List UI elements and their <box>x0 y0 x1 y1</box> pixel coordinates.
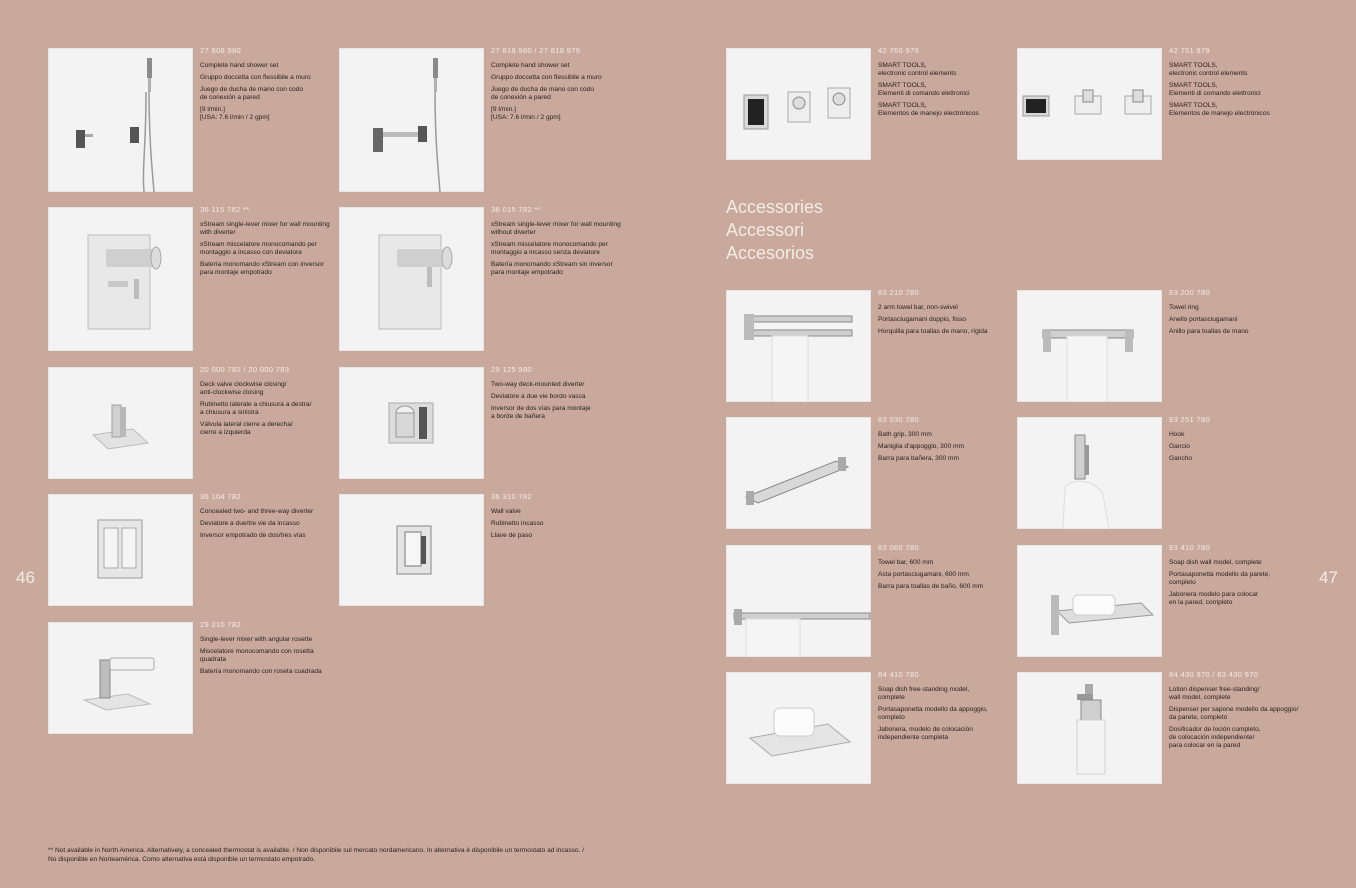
desc-it: Maniglia d'appoggio, 300 mm <box>878 443 964 450</box>
desc-it: Gruppo doccetta con flessibile a muro <box>491 74 602 81</box>
product-info <box>491 492 631 544</box>
product-code: 36 115 782 ** <box>200 205 250 214</box>
product-info <box>200 205 340 281</box>
desc-it: Dispenser per sapone modello da appoggio/ da parete, completo <box>1169 706 1299 721</box>
desc-it: SMART TOOLS, Elementi di comando elettronici <box>878 82 970 97</box>
product-code: 27 818 980 / 27 818 979 <box>491 46 581 55</box>
product-info <box>200 46 340 126</box>
hook-image <box>1017 417 1162 529</box>
product-info <box>1169 670 1309 754</box>
desc-en: Complete hand shower set <box>491 62 570 69</box>
product-code: 83 410 780 <box>1169 543 1211 552</box>
desc-en: Towel ring <box>1169 304 1199 311</box>
product-code: 83 251 780 <box>1169 415 1211 424</box>
product-info <box>1169 288 1309 340</box>
product-info <box>878 670 1018 746</box>
product-code: 27 808 980 <box>200 46 242 55</box>
right-page <box>678 0 1356 888</box>
desc-es: Dosificador de loción completo, de colocación independiente/ para colocar en la pared <box>1169 726 1261 749</box>
desc-it: Miscelatore monocomando con rosetta quadrata <box>200 648 314 663</box>
desc-es: Juego de ducha de mano con codo de conexión a pared <box>491 86 595 101</box>
product-info <box>878 543 1018 595</box>
section-heading <box>726 196 823 265</box>
desc-it: xStream miscelatore monocomando per montaggio a incasso con deviatore <box>200 241 317 256</box>
single-lever-mixer-image <box>48 622 193 734</box>
product-code: 36 104 782 <box>200 492 242 501</box>
desc-it: xStream miscelatore monocomando per montaggio a incasso senza deviatore <box>491 241 608 256</box>
desc-en: Bath grip, 300 mm <box>878 431 932 438</box>
desc-en: xStream single-lever mixer for wall mounting with diverter <box>200 221 330 236</box>
product-code: 83 200 780 <box>1169 288 1211 297</box>
desc-en: Soap dish free-standing model, complete <box>878 686 970 701</box>
desc-en: SMART TOOLS, electronic control elements <box>878 62 957 77</box>
desc-en: SMART TOOLS, electronic control elements <box>1169 62 1248 77</box>
desc-it: Gancio <box>1169 443 1190 450</box>
product-code: 36 015 782 ** <box>491 205 541 214</box>
desc-en: Wall valve <box>491 508 521 515</box>
desc-it: Deviatore a due/tre vie da incasso <box>200 520 300 527</box>
desc-it: SMART TOOLS, Elementi di comando elettronici <box>1169 82 1261 97</box>
desc-en: Soap dish wall model, complete <box>1169 559 1262 566</box>
desc-es: Llave de paso <box>491 532 533 539</box>
flow-rate: [9 l/min.] [USA: 7.6 l/min / 2 gpm] <box>200 106 270 121</box>
desc-en: Two-way deck-mounted diverter <box>491 381 585 388</box>
product-code: 83 030 780 <box>878 415 920 424</box>
bath-grip-image <box>726 417 871 529</box>
desc-es: Juego de ducha de mano con codo de conexión a pared <box>200 86 304 101</box>
soap-dish-wall-image <box>1017 545 1162 657</box>
product-info <box>491 205 631 281</box>
wall-valve-image <box>339 494 484 606</box>
desc-es: SMART TOOLS, Elementos de manejo electrónicos <box>878 102 979 117</box>
desc-es: Válvula lateral cierre a derecha/ cierre a izquierda <box>200 421 293 436</box>
smart-tools-image <box>726 48 871 160</box>
heading-es: Accesorios <box>726 243 815 263</box>
desc-es: Gancho <box>1169 455 1193 462</box>
desc-en: Hook <box>1169 431 1185 438</box>
soap-dish-standing-image <box>726 672 871 784</box>
desc-es: Batería monomando xStream sin inversor para montaje empotrado <box>491 261 613 276</box>
heading-en: Accessories <box>726 197 824 217</box>
desc-es: Horquilla para toallas de mano, rígida <box>878 328 988 335</box>
product-info <box>200 620 340 680</box>
product-info <box>878 46 1018 122</box>
product-info <box>878 288 1018 340</box>
page-number: 47 <box>1319 568 1338 587</box>
page-number: 46 <box>16 568 35 587</box>
towel-ring-image <box>1017 290 1162 402</box>
towel-bar-image <box>726 290 871 402</box>
desc-it: Asta portasciugamani, 600 mm <box>878 571 969 578</box>
desc-es: Batería monomando con roseta cuadrada <box>200 668 322 675</box>
desc-en: Deck valve clockwise closing/ anti-clockwise closing <box>200 381 287 396</box>
product-code: 42 751 979 <box>1169 46 1211 55</box>
product-code: 29 125 980 <box>491 365 533 374</box>
desc-es: SMART TOOLS, Elementos de manejo electrónicos <box>1169 102 1270 117</box>
product-code: 83 210 780 <box>878 288 920 297</box>
desc-es: Jabonera modelo para colocar en la pared, completo <box>1169 591 1259 606</box>
deck-diverter-image <box>339 367 484 479</box>
hand-shower-set-image <box>48 48 193 192</box>
desc-it: Rubinetto incasso <box>491 520 544 527</box>
product-code: 36 310 782 <box>491 492 533 501</box>
product-code: 84 410 780 <box>878 670 920 679</box>
product-info <box>1169 543 1309 611</box>
desc-it: Portasaponetta modello da parete, completo <box>1169 571 1271 586</box>
desc-en: 2 arm towel bar, non-swivel <box>878 304 958 311</box>
desc-it: Portasaponetta modello da appoggio, completo <box>878 706 988 721</box>
desc-es: Batería monomando xStream con inversor para montaje empotrado <box>200 261 324 276</box>
desc-en: Complete hand shower set <box>200 62 279 69</box>
desc-en: Towel bar, 600 mm <box>878 559 934 566</box>
desc-es: Barra para toallas de baño, 600 mm <box>878 583 984 590</box>
desc-es: Jabonera, modelo de colocación independiente completa <box>878 726 973 741</box>
product-info <box>200 492 340 544</box>
desc-it: Portasciugamani doppio, fisso <box>878 316 966 323</box>
hand-shower-set-image <box>339 48 484 192</box>
product-info <box>491 46 631 126</box>
product-code: 83 060 780 <box>878 543 920 552</box>
desc-en: Lotion dispenser free-standing/ wall model, complete <box>1169 686 1260 701</box>
desc-es: Anillo para toallas de mano <box>1169 328 1249 335</box>
heading-it: Accessori <box>726 220 805 240</box>
product-info <box>878 415 1018 467</box>
deck-valve-image <box>48 367 193 479</box>
wall-mixer-image <box>339 207 484 351</box>
desc-it: Gruppo doccetta con flessibile a muro <box>200 74 311 81</box>
desc-it: Anello portasciugamani <box>1169 316 1238 323</box>
product-code: 20 000 782 / 20 000 783 <box>200 365 290 374</box>
lotion-dispenser-image <box>1017 672 1162 784</box>
desc-it: Rubinetto laterale a chiusura a destra/ a chiusura a sinistra <box>200 401 312 416</box>
desc-es: Barra para bañera, 300 mm <box>878 455 959 462</box>
footnote: ** Not available in North America. Alternatively, a concealed thermostat is available. / Non disponibile sul mercato nordamericano. In alternativa è disponibile un termostato ad incasso. / No disponible en Norteamérica. Como alternativa está disponible un termostato empotrado. <box>48 847 585 863</box>
desc-es: Inversor empotrado de dos/tres vías <box>200 532 306 539</box>
long-towel-bar-image <box>726 545 871 657</box>
product-code: 42 760 979 <box>878 46 920 55</box>
product-info <box>200 365 340 441</box>
concealed-diverter-image <box>48 494 193 606</box>
flow-rate: [9 l/min.] [USA: 7.6 l/min / 2 gpm] <box>491 106 561 121</box>
desc-en: xStream single-lever mixer for wall mounting without diverter <box>491 221 621 236</box>
desc-en: Concealed two- and three-way diverter <box>200 508 314 515</box>
product-info <box>1169 46 1309 122</box>
product-info <box>491 365 631 425</box>
product-code: 29 210 782 <box>200 620 242 629</box>
wall-mixer-image <box>48 207 193 351</box>
desc-it: Deviatore a due vie bordo vasca <box>491 393 586 400</box>
smart-tools-image <box>1017 48 1162 160</box>
product-info <box>1169 415 1309 467</box>
desc-en: Single-lever mixer with angular rosette <box>200 636 313 643</box>
product-code: 84 430 970 / 83 430 970 <box>1169 670 1259 679</box>
desc-es: Inversor de dos vías para montaje a borde de bañera <box>491 405 591 420</box>
